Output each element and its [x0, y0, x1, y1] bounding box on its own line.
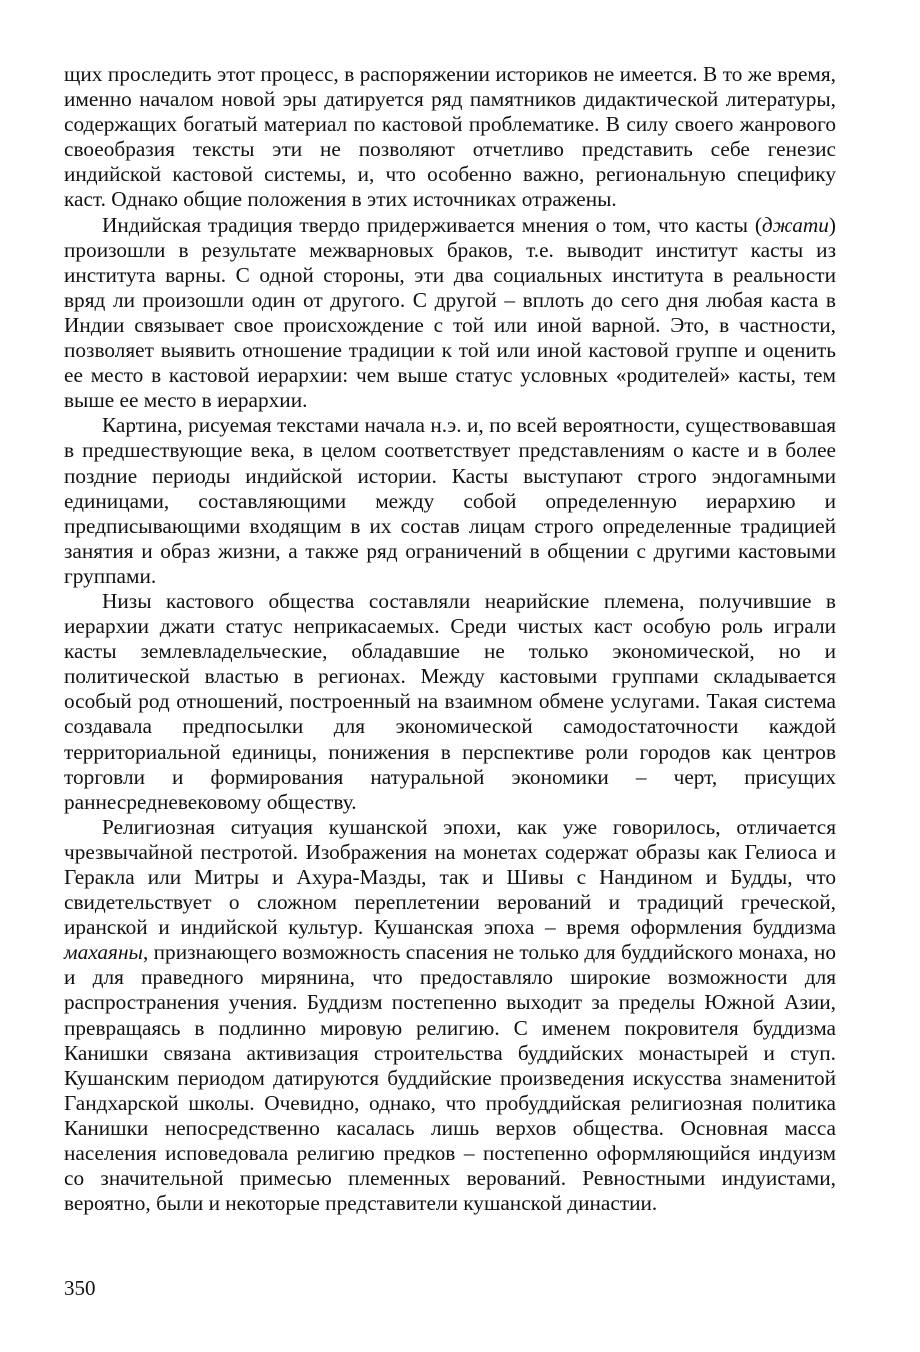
term-dzhati: джати	[761, 212, 829, 237]
paragraph-3	[64, 413, 836, 589]
paragraph-5-text-b: , признающего возможность спасения не только для буддийского монаха, но и для праведного мирянина, что предоставляло широкие возможности для распространения учения. Буддизм постепенно выходит за пределы Южной Азии, превращаясь в подлинно мировую религию. С именем покровителя буддизма Канишки связана активизация строительства буддийских монастырей и ступ. Кушанским периодом датируются буддийские произведения искусства знаменитой Гандхарской школы. Очевидно, однако, что пробуддийская религиозная политика Канишки непосредственно касалась лишь верхов общества. Основная масса населения исповедовала религию предков – постепенно оформляющийся индуизм со значительной примесью племенных верований. Ревностными индуистами, вероятно, были и некоторые представители кушанской династии.	[64, 940, 836, 1216]
term-mahayana: махаяны	[64, 940, 143, 965]
paragraph-1-text: щих проследить этот процесс, в распоряжении историков не имеется. В то же время, именно началом новой эры датируется ряд памятников дидактической литературы, содержащих богатый материал по кастовой проблематике. В силу своего жанрового своеобразия тексты эти не позволяют отчетливо представить себе генезис индийской кастовой системы, и, что особенно важно, региональную специфику каст. Однако общие положения в этих источниках отражены.	[64, 62, 836, 212]
paragraph-3-text: Картина, рисуемая текстами начала н.э. и, по всей вероятности, существовавшая в предшествующие века, в целом соответствует представлениям о касте и в более поздние периоды индийской истории. Касты выступают строго эндогамными единицами, составляющими между собой определенную иерархию и предписывающими входящим в их состав лицам строго определенные традицией занятия и образ жизни, а также ряд ограничений в общении с другими кастовыми группами.	[64, 413, 836, 588]
paragraph-2-text-a: Индийская традиция твердо придерживается мнения о том, что касты (	[102, 212, 762, 237]
paragraph-1	[64, 62, 836, 213]
body-text	[64, 62, 836, 1216]
paragraph-5	[64, 815, 836, 1217]
paragraph-4-text: Низы кастового общества составляли неарийские племена, получившие в иерархии джати статус неприкасаемых. Среди чистых каст особую роль играли касты землевладельческие, обладавшие не только экономической, но и политической властью в регионах. Между кастовыми группами складывается особый род отношений, построенный на взаимном обмене услугами. Такая система создавала предпосылки для экономической самодостаточности каждой территориальной единицы, понижения в перспективе роли городов как центров торговли и формирования натуральной экономики – черт, присущих раннесредневековому обществу.	[64, 588, 836, 814]
paragraph-2	[64, 213, 836, 414]
paragraph-4	[64, 589, 836, 815]
paragraph-5-text-a: Религиозная ситуация кушанской эпохи, как уже говорилось, отличается чрезвычайной пестротой. Изображения на монетах содержат образы как Гелиоса и Геракла или Митры и Ахура-Мазды, так и Шивы с Нандином и Будды, что свидетельствует о сложном переплетении верований и традиций греческой, иранской и индийской культур. Кушанская эпоха – время оформления буддизма	[64, 814, 836, 940]
page-number: 350	[64, 1276, 96, 1300]
paragraph-2-text-b: ) произошли в результате межварновых браков, т.е. выводит институт касты из института варны. С одной стороны, эти два социальных института в реальности вряд ли произошли один от другого. С другой – вплоть до сего дня любая каста в Индии связывает свое происхождение с той или иной варной. Это, в частности, позволяет выявить отношение традиции к той или иной кастовой группе и оценить ее место в кастовой иерархии: чем выше статус условных «родителей» касты, тем выше ее место в иерархии.	[64, 212, 836, 413]
